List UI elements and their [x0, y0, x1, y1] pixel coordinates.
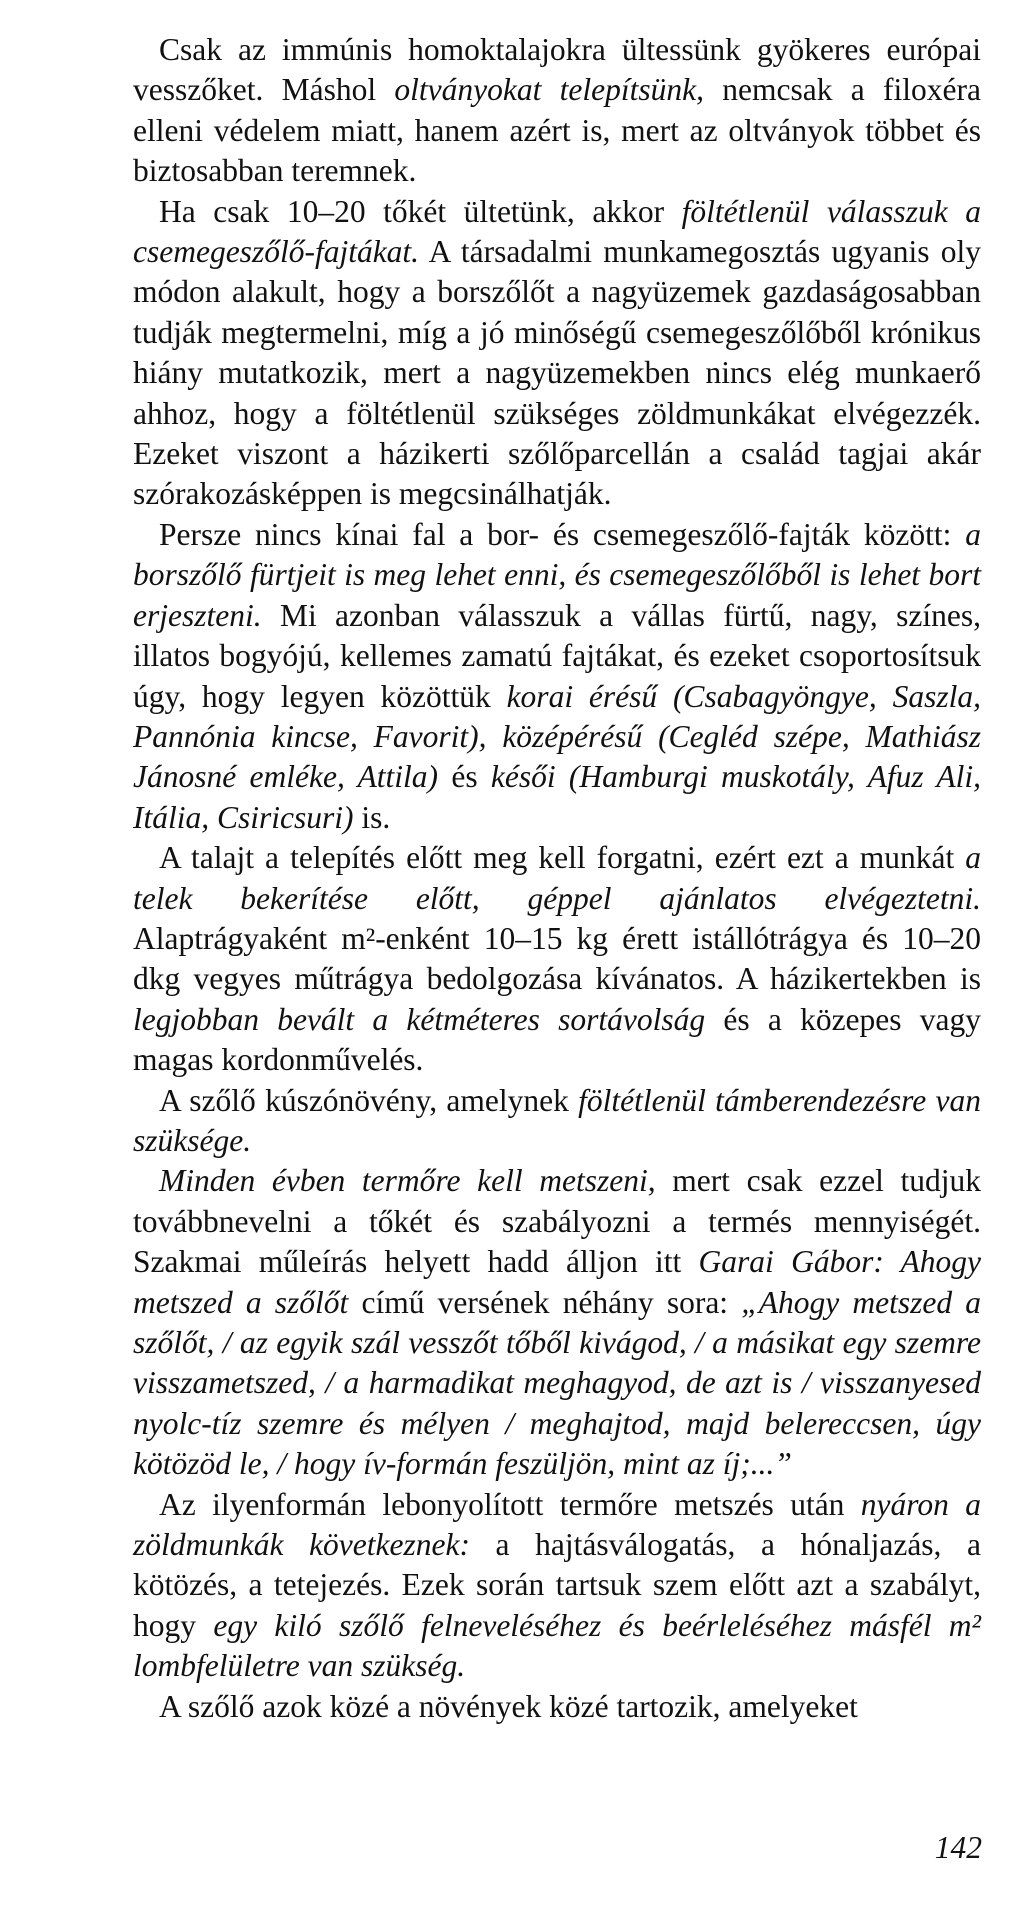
italic-text-run: legjobban bevált a kétméteres sortávolság — [133, 1001, 706, 1037]
italic-text-run: a telek bekerítése előtt, géppel ajánlatos elvégeztetni. — [133, 840, 981, 916]
italic-text-run: Garai Gábor: Ahogy metszed a szőlőt — [133, 1244, 981, 1320]
text-run: és a közepes vagy magas kordonművelés. — [133, 1001, 981, 1078]
italic-text-run: késői (Hamburgi muskotály, Afuz Ali, Itália, Csiricsuri) — [133, 759, 981, 835]
paragraph — [133, 1081, 981, 1162]
italic-text-run: nyáron a zöldmunkák következnek: — [133, 1486, 981, 1563]
paragraph — [133, 192, 981, 515]
italic-text-run: „Ahogy metszed a szőlőt, / az egyik szál vesszőt tőből kivágod, / a másikat egy szemre visszametszed, / a harmadikat meghagyod, de azt is / visszanyesed nyolc-tíz szemre és mélyen / meghajtod, majd belereccsen, úgy kötözöd le, / hogy ív-formán feszüljön, mint az íj;...” — [133, 1284, 981, 1482]
text-run: Mi azonban válasszuk a vállas fürtű, nagy, színes, illatos bogyójú, kellemes zamatú fajtákat, és ezeket csoportosítsuk úgy, hogy legyen közöttük — [133, 597, 981, 714]
italic-text-run: föltétlenül válasszuk a csemegeszőlő-fajtákat. — [133, 193, 981, 270]
italic-text-run: föltétlenül támberendezésre van szüksége. — [133, 1082, 981, 1158]
text-run: mert csak ezzel tudjuk továbbnevelni a tőkét és szabályozni a termés mennyiségét. Szakmai műleírás helyett hadd álljon itt — [133, 1163, 981, 1280]
paragraph — [133, 1161, 981, 1484]
italic-text-run: oltványokat telepítsünk, — [394, 72, 704, 108]
italic-text-run: korai érésű (Csabagyöngye, Saszla, Pannónia kincse, Favorit), középérésű (Cegléd szépe, Mathiász Jánosné emléke, Attila) — [133, 678, 981, 795]
text-run: is. — [353, 799, 391, 835]
body-text — [133, 30, 981, 1727]
text-run: Persze nincs kínai fal a bor- és csemegeszőlő-fajták között: — [159, 516, 966, 552]
page-number: 142 — [934, 1830, 982, 1865]
text-run: A szőlő kúszónövény, amelynek — [159, 1082, 579, 1118]
text-run: A társadalmi munkamegosztás ugyanis oly módon alakult, hogy a borszőlőt a nagyüzemek gazdaságosabban tudják megtermelni, míg a jó minőségű csemegeszőlőből krónikus hiány mutatkozik, mert a nagyüzemekben nincs elég munkaerő ahhoz, hogy a föltétlenül szükséges zöldmunkákat elvégezzék. Ezeket viszont a házikerti szőlőparcellán a család tagjai akár szórakozásképpen is megcsinálhatják. — [133, 234, 981, 512]
text-run: és — [438, 759, 491, 795]
text-run: nemcsak a filoxéra elleni védelem miatt, hanem azért is, mert az oltványok többet és biztosabban teremnek. — [133, 72, 981, 189]
text-run: Csak az immúnis homoktalajokra ültessünk gyökeres európai vesszőket. Máshol — [133, 32, 981, 108]
text-run: a hajtásválogatás, a hónaljazás, a kötözés, a tetejezés. Ezek során tartsuk szem előtt azt a szabályt, hogy — [133, 1527, 982, 1643]
italic-text-run: a borszőlő fürtjeit is meg lehet enni, és csemegeszőlőből is lehet bort erjeszteni. — [133, 516, 981, 633]
text-run: című versének néhány sora: — [348, 1284, 742, 1320]
italic-text-run: Minden évben termőre kell metszeni, — [159, 1163, 656, 1199]
paragraph — [133, 1687, 981, 1727]
paragraph — [133, 30, 981, 192]
paragraph — [133, 838, 981, 1080]
text-run: A szőlő azok közé a növények közé tartozik, amelyeket — [159, 1688, 858, 1724]
text-run: A talajt a telepítés előtt meg kell forgatni, ezért ezt a munkát — [159, 840, 966, 876]
text-run: Ha csak 10–20 tőkét ültetünk, akkor — [159, 193, 682, 229]
text-run: Az ilyenformán lebonyolított termőre metszés után — [159, 1486, 861, 1522]
italic-text-run: egy kiló szőlő felneveléséhez és beérleléséhez másfél m² lombfelületre van szükség. — [133, 1607, 982, 1684]
paragraph — [133, 515, 981, 838]
paragraph — [133, 1485, 981, 1687]
text-run: Alaptrágyaként m²-enként 10–15 kg érett istállótrágya és 10–20 dkg vegyes műtrágya bedolgozása kívánatos. A házikertekben is — [133, 920, 981, 997]
